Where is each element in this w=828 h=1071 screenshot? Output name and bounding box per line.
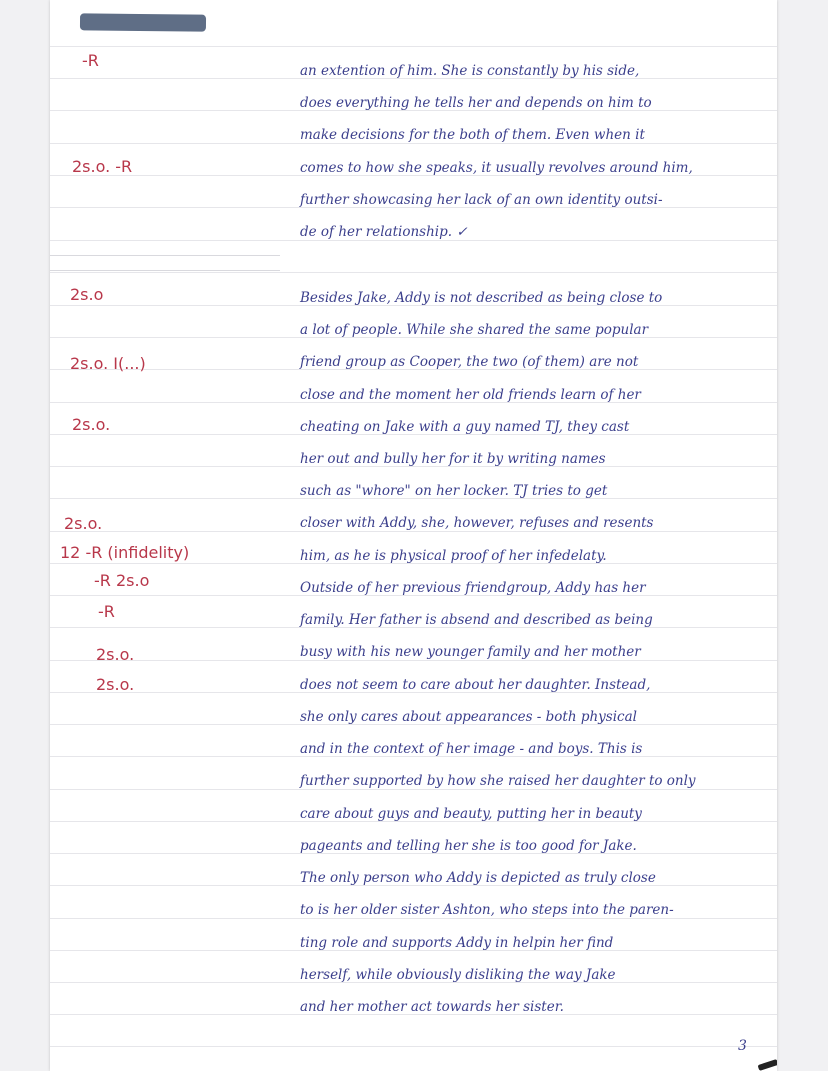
margin-mark: -R 2s.o [94,571,150,590]
text-line: care about guys and beauty, putting her in beauty [300,806,642,822]
margin-mark: 2s.o. [96,645,135,664]
text-line: ting role and supports Addy in helpin her find [300,935,614,951]
text-line: friend group as Cooper, the two (of them) are not [300,354,639,370]
text-line: she only cares about appearances - both physical [300,709,637,725]
rule-line [50,1046,777,1047]
text-line: her out and bully her for it by writing names [300,451,606,467]
text-line: family. Her father is absend and described as being [300,612,653,628]
text-line: him, as he is physical proof of her infedelaty. [300,548,607,564]
margin-mark: 2s.o. [96,675,135,694]
text-line: and her mother act towards her sister. [300,999,564,1015]
text-line: does everything he tells her and depends on him to [300,95,652,111]
text-line: and in the context of her image - and boys. This is [300,741,643,757]
text-line: Outside of her previous friendgroup, Addy has her [300,580,646,596]
text-line: closer with Addy, she, however, refuses and resents [300,515,654,531]
page-corner-mark [758,1059,777,1071]
margin-mark: 2s.o. I(...) [70,354,146,373]
redacted-name [80,13,206,31]
text-line: pageants and telling her she is too good for Jake. [300,838,637,854]
text-line: further supported by how she raised her daughter to only [300,773,696,789]
margin-mark: -R [82,51,99,70]
rule-line [50,46,777,47]
text-line: such as "whore" on her locker. TJ tries to get [300,483,608,499]
page-number: 3 [738,1038,747,1054]
margin-mark: 12 -R (infidelity) [60,543,190,562]
text-line: does not seem to care about her daughter. Instead, [300,677,651,693]
text-line: a lot of people. While she shared the same popular [300,322,649,338]
text-line: de of her relationship. ✓ [300,224,468,240]
margin-mark: 2s.o [70,285,104,304]
margin-mark: 2s.o. -R [72,157,133,176]
text-line: cheating on Jake with a guy named TJ, they cast [300,419,630,435]
text-line: further showcasing her lack of an own identity outsi- [300,192,663,208]
rule-line [50,272,777,273]
handwritten-page [50,0,777,1071]
text-line: to is her older sister Ashton, who steps into the paren- [300,902,674,918]
margin-mark: -R [98,602,115,621]
text-line: comes to how she speaks, it usually revolves around him, [300,160,693,176]
margin-rule-line [50,255,280,256]
text-line: Besides Jake, Addy is not described as being close to [300,290,663,306]
margin-rule-line [50,270,280,271]
text-line: herself, while obviously disliking the way Jake [300,967,616,983]
text-line: close and the moment her old friends learn of her [300,387,641,403]
text-line: make decisions for the both of them. Even when it [300,127,645,143]
margin-mark: 2s.o. [72,415,111,434]
margin-mark: 2s.o. [64,514,103,533]
text-line: The only person who Addy is depicted as truly close [300,870,656,886]
text-line: busy with his new younger family and her mother [300,644,641,660]
text-line: an extention of him. She is constantly by his side, [300,63,640,79]
